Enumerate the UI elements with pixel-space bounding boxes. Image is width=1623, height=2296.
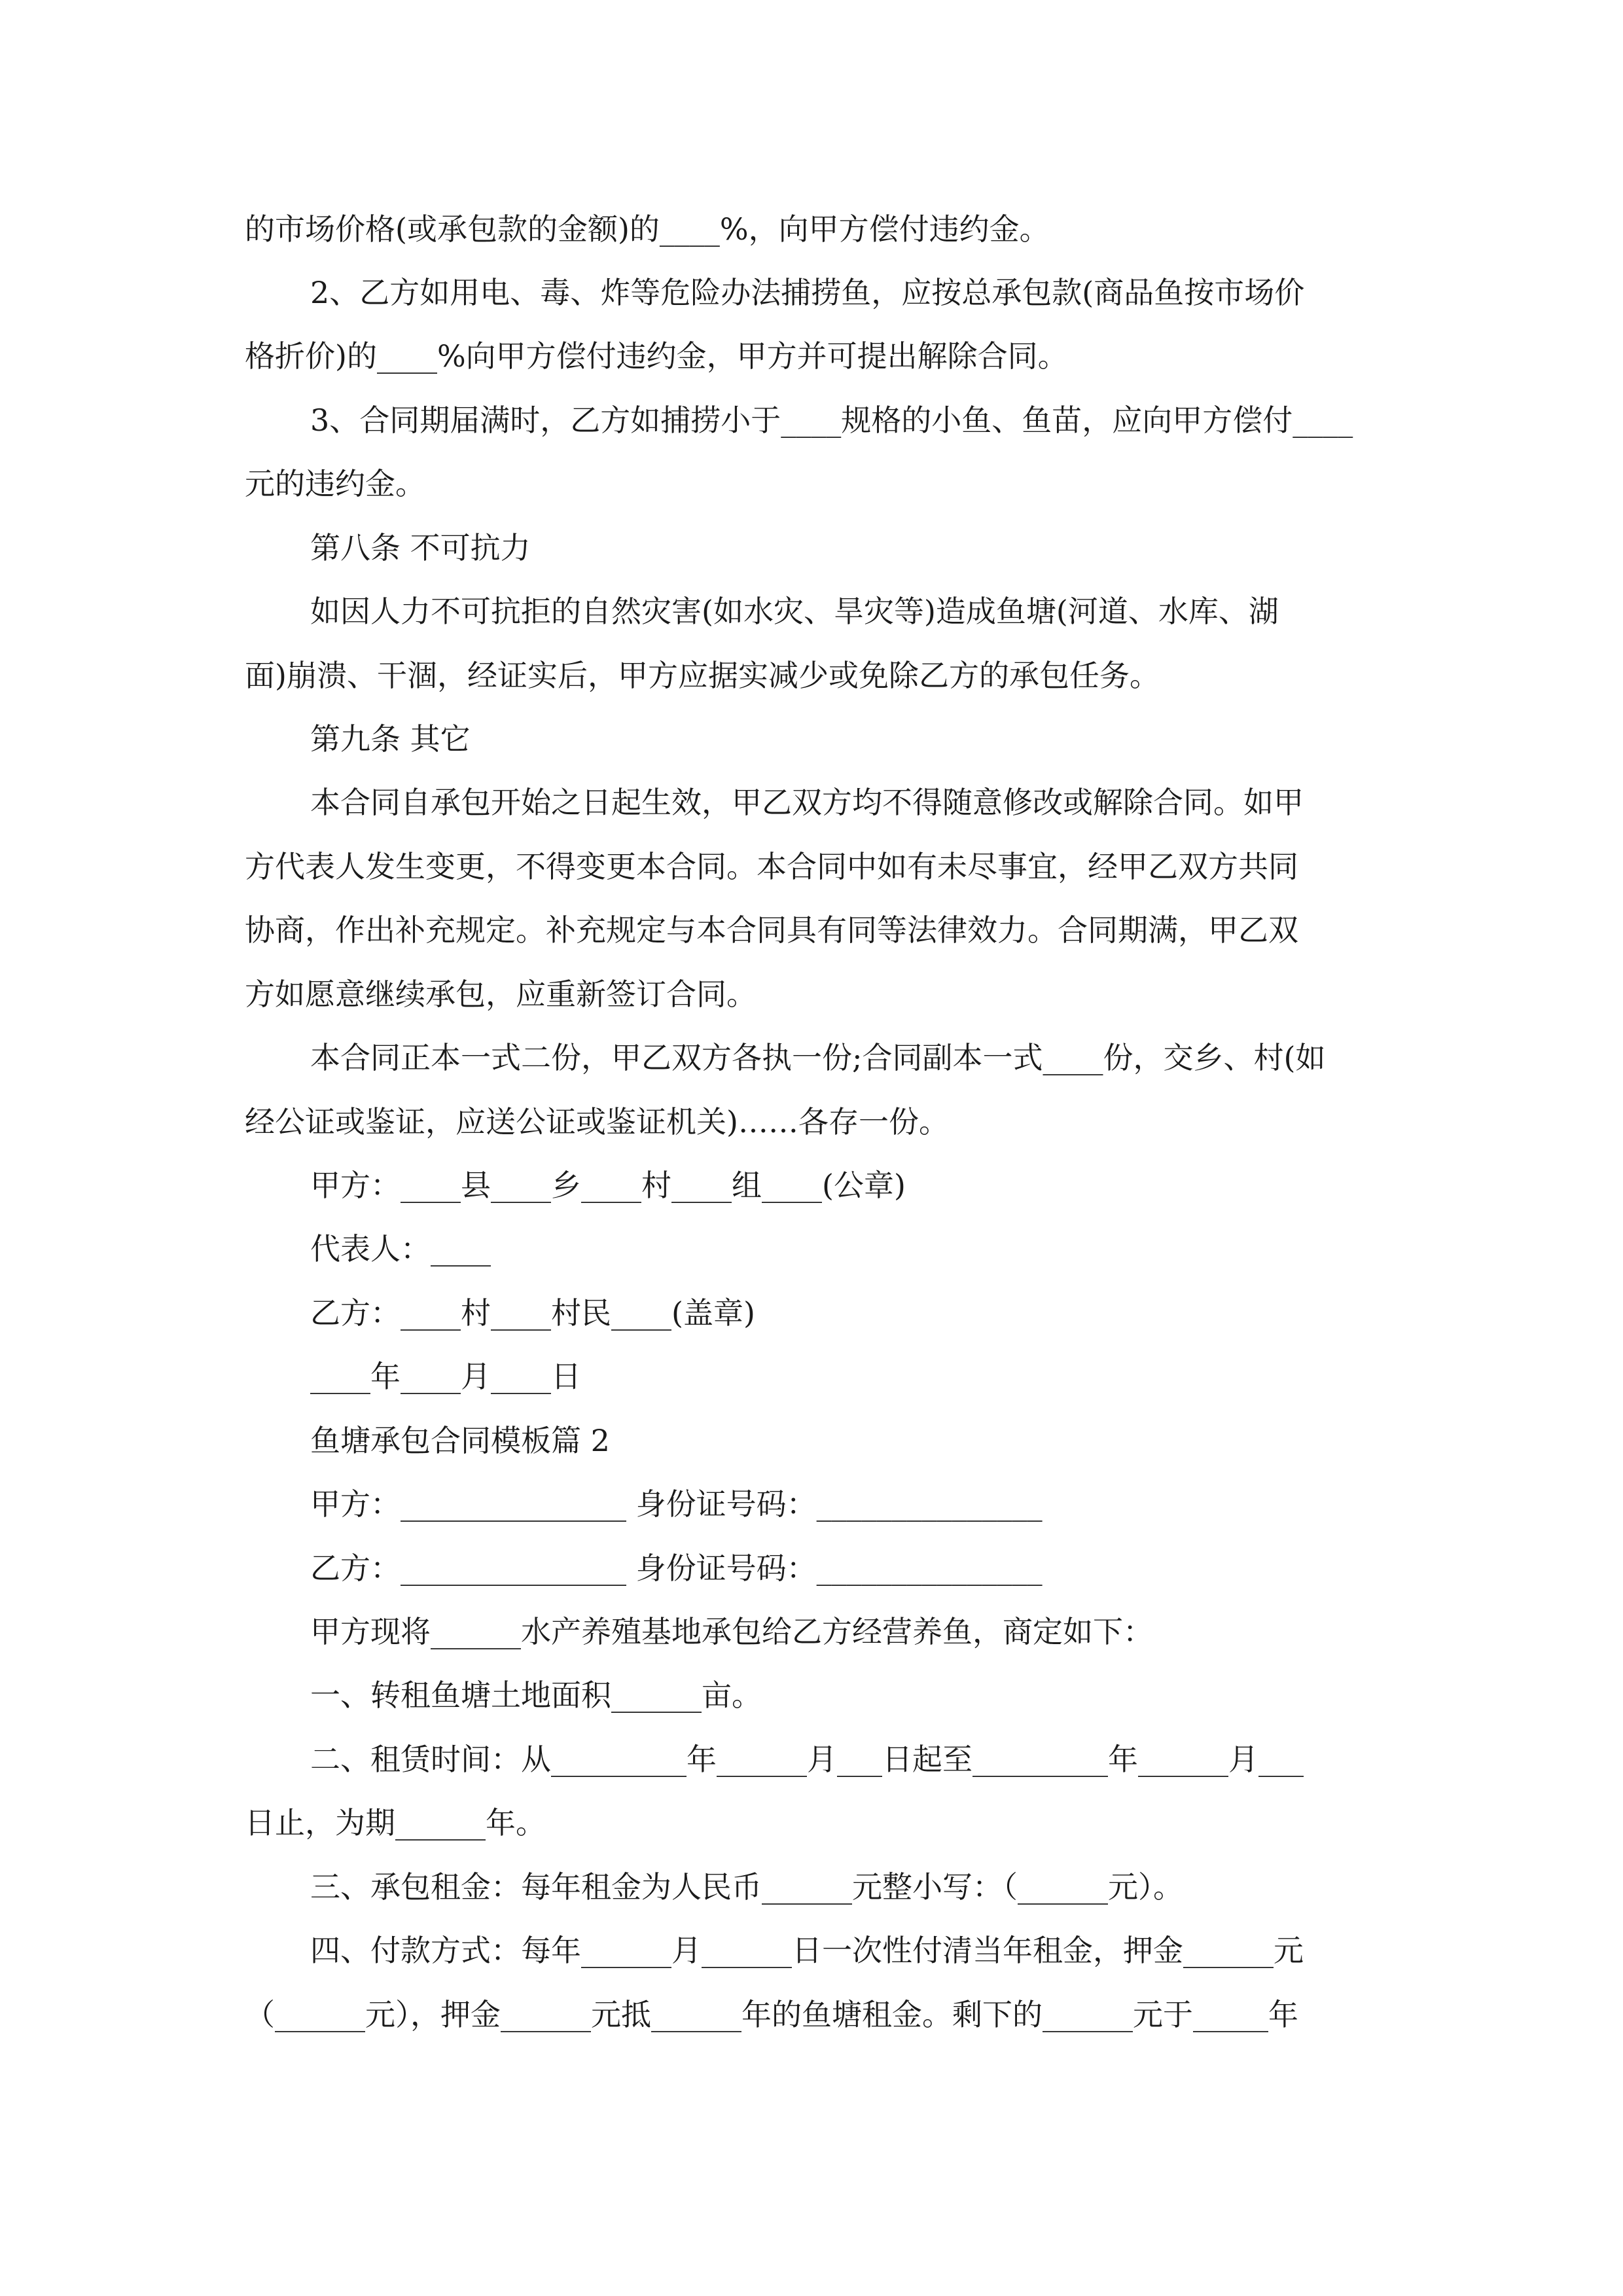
paragraph-line: 方如愿意继续承包，应重新签订合同。 (245, 977, 757, 1012)
paragraph-line: （______元），押金______元抵______年的鱼塘租金。剩下的______元于_____年 (245, 1997, 1298, 2032)
paragraph-line: 格折价)的____%向甲方偿付违约金，甲方并可提出解除合同。 (245, 338, 1068, 374)
paragraph-line: 三、承包租金：每年租金为人民币______元整小写：（______元）。 (310, 1869, 1183, 1905)
paragraph-line: 元的违约金。 (245, 466, 425, 501)
section-heading: 第八条 不可抗力 (310, 530, 531, 565)
signature-line: 乙方：____村____村民____(盖章) (310, 1295, 755, 1331)
signature-line: 代表人：____ (310, 1231, 491, 1266)
paragraph-line: 的市场价格(或承包款的金额)的____%，向甲方偿付违约金。 (245, 211, 1050, 247)
paragraph-line: 方代表人发生变更，不得变更本合同。本合同中如有未尽事宜，经甲乙双方共同 (245, 849, 1298, 884)
paragraph-line: 面)崩溃、干涸，经证实后，甲方应据实减少或免除乙方的承包任务。 (245, 658, 1160, 693)
party-line: 甲方：_______________ 身份证号码：_______________ (310, 1486, 1043, 1522)
paragraph-line: 2、乙方如用电、毒、炸等危险办法捕捞鱼，应按总承包款(商品鱼按市场价 (310, 275, 1305, 310)
paragraph-line: 协商，作出补充规定。补充规定与本合同具有同等法律效力。合同期满，甲乙双 (245, 912, 1298, 948)
paragraph-line: 甲方现将______水产养殖基地承包给乙方经营养鱼，商定如下： (310, 1614, 1153, 1649)
paragraph-line: 本合同自承包开始之日起生效，甲乙双方均不得随意修改或解除合同。如甲 (310, 785, 1304, 820)
paragraph-line: 日止，为期______年。 (245, 1805, 546, 1840)
signature-line: 甲方：____县____乡____村____组____(公章) (310, 1168, 906, 1203)
paragraph-line: 如因人力不可抗拒的自然灾害(如水灾、旱灾等)造成鱼塘(河道、水库、湖 (310, 594, 1279, 629)
paragraph-line: 二、租赁时间：从_________年______月___日起至_________年______月___ (310, 1742, 1304, 1777)
paragraph-line: 经公证或鉴证，应送公证或鉴证机关)……各存一份。 (245, 1104, 949, 1139)
paragraph-line: 本合同正本一式二份，甲乙双方各执一份;合同副本一式____份，交乡、村(如 (310, 1040, 1326, 1075)
paragraph-line: 一、转租鱼塘土地面积______亩。 (310, 1677, 762, 1713)
party-line: 乙方：_______________ 身份证号码：_______________ (310, 1551, 1043, 1586)
section-title: 鱼塘承包合同模板篇 2 (310, 1423, 610, 1458)
paragraph-line: 3、合同期届满时，乙方如捕捞小于____规格的小鱼、鱼苗，应向甲方偿付____ (310, 403, 1353, 438)
section-heading: 第九条 其它 (310, 721, 471, 757)
date-line: ____年____月____日 (310, 1359, 581, 1394)
paragraph-line: 四、付款方式：每年______月______日一次性付清当年租金，押金______元 (310, 1933, 1304, 1968)
